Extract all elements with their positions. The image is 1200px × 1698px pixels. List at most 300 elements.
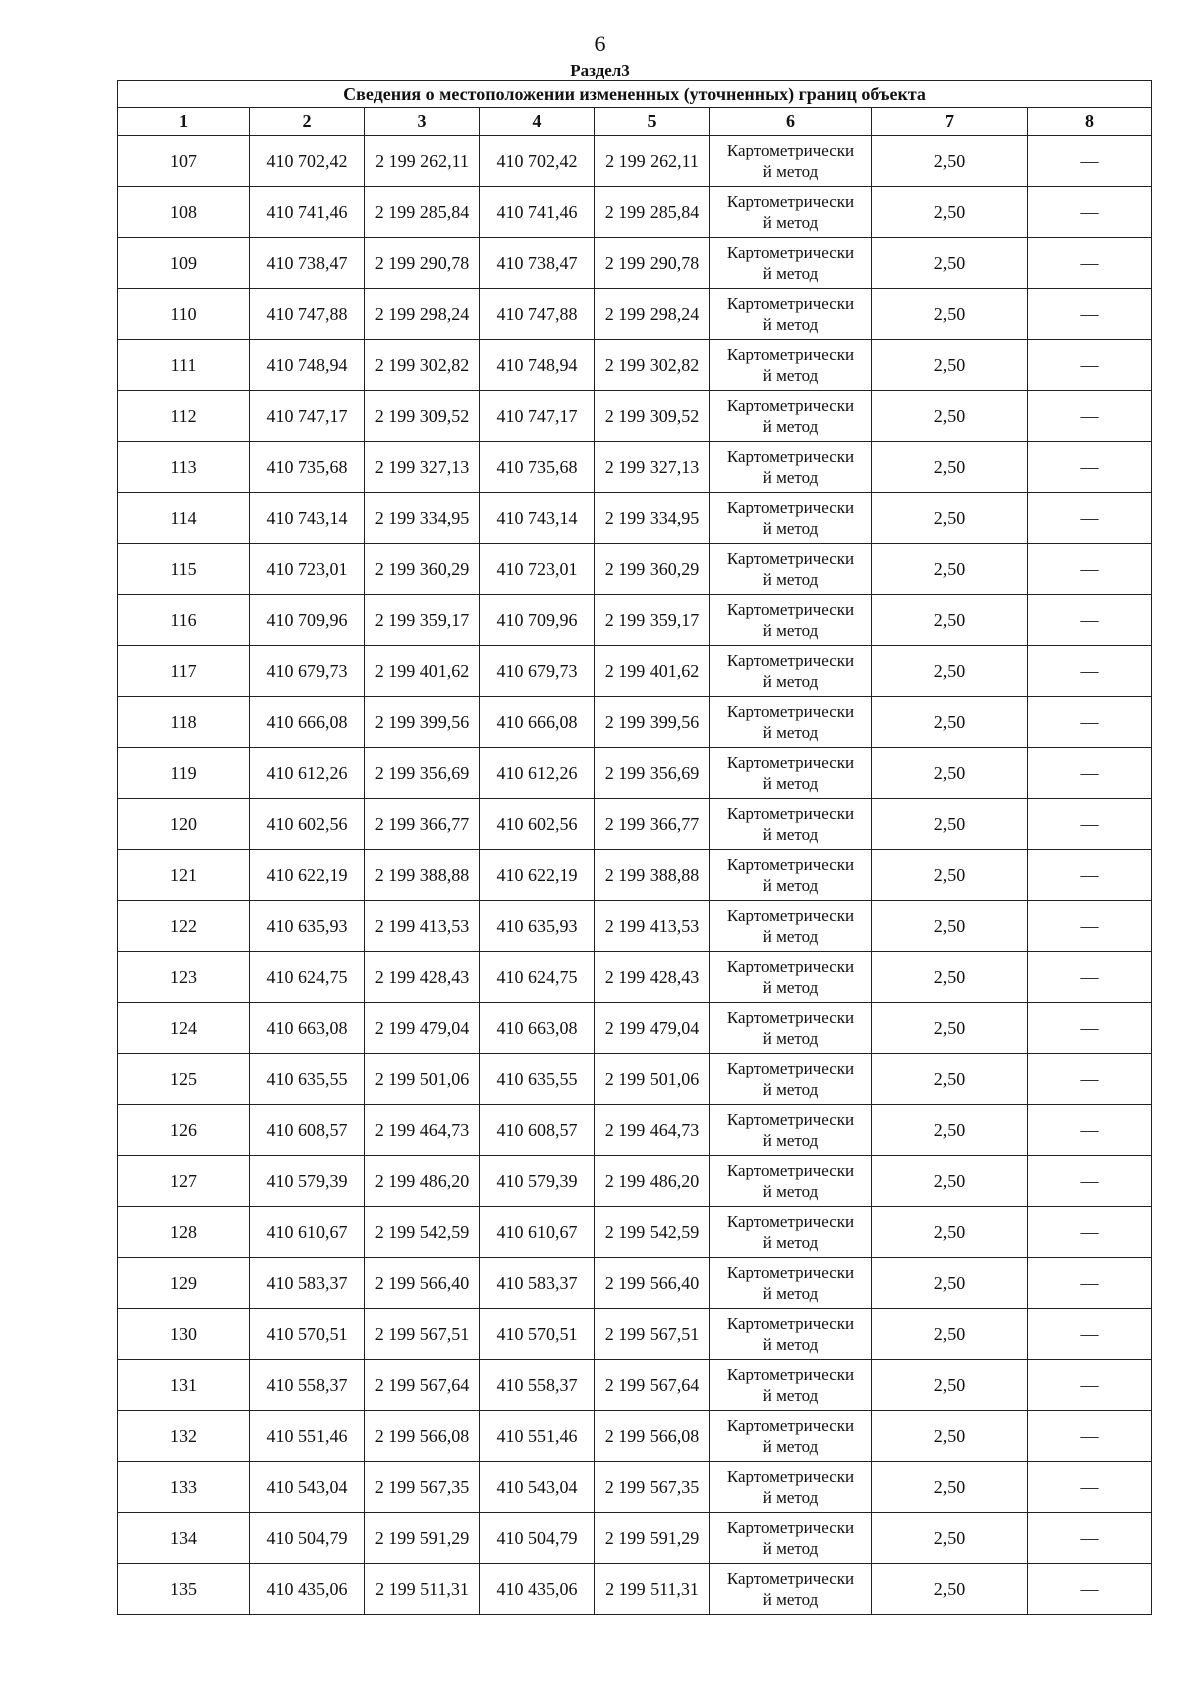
coordinate-cell: 2 199 327,13 <box>365 442 480 493</box>
method-line: Картометрически <box>726 1161 855 1180</box>
table-caption: Сведения о местоположении измененных (уточненных) границ объекта <box>118 81 1152 108</box>
precision-cell: 2,50 <box>872 136 1028 187</box>
table-row <box>118 289 1152 340</box>
table-row <box>118 1105 1152 1156</box>
method-cell <box>710 697 872 748</box>
point-number-cell: 113 <box>118 442 250 493</box>
method-line: й метод <box>762 876 819 895</box>
coordinate-cell: 2 199 388,88 <box>595 850 710 901</box>
coordinate-cell: 410 622,19 <box>250 850 365 901</box>
coordinate-cell: 410 635,55 <box>480 1054 595 1105</box>
method-line: й метод <box>762 927 819 946</box>
method-cell <box>710 850 872 901</box>
method-line: Картометрически <box>726 1008 855 1027</box>
coordinate-cell: 410 635,55 <box>250 1054 365 1105</box>
coordinate-cell: 410 583,37 <box>250 1258 365 1309</box>
precision-cell: 2,50 <box>872 187 1028 238</box>
table-row <box>118 1258 1152 1309</box>
point-number-cell: 108 <box>118 187 250 238</box>
precision-cell: 2,50 <box>872 646 1028 697</box>
coordinate-cell: 410 579,39 <box>480 1156 595 1207</box>
coordinate-cell: 2 199 290,78 <box>365 238 480 289</box>
coordinate-cell: 410 723,01 <box>480 544 595 595</box>
point-number-cell: 129 <box>118 1258 250 1309</box>
coordinate-cell: 410 709,96 <box>250 595 365 646</box>
method-line: Картометрически <box>726 1212 855 1231</box>
coordinate-cell: 2 199 511,31 <box>365 1564 480 1615</box>
coordinate-cell: 410 747,88 <box>250 289 365 340</box>
method-line: Картометрически <box>726 855 855 874</box>
method-line: Картометрически <box>726 702 855 721</box>
coordinate-cell: 410 663,08 <box>250 1003 365 1054</box>
description-cell: — <box>1028 1462 1152 1513</box>
coordinate-cell: 2 199 464,73 <box>595 1105 710 1156</box>
coordinate-cell: 410 435,06 <box>250 1564 365 1615</box>
method-line: Картометрически <box>726 1059 855 1078</box>
description-cell: — <box>1028 748 1152 799</box>
coordinate-cell: 2 199 413,53 <box>365 901 480 952</box>
coordinate-cell: 2 199 479,04 <box>595 1003 710 1054</box>
method-cell <box>710 391 872 442</box>
coordinate-cell: 2 199 356,69 <box>595 748 710 799</box>
coordinate-cell: 410 558,37 <box>250 1360 365 1411</box>
coordinate-cell: 2 199 566,40 <box>365 1258 480 1309</box>
coordinate-cell: 410 748,94 <box>250 340 365 391</box>
method-line: Картометрически <box>726 957 855 976</box>
method-line: Картометрически <box>726 447 855 466</box>
method-cell <box>710 1258 872 1309</box>
coordinate-cell: 410 624,75 <box>480 952 595 1003</box>
method-line: Картометрически <box>726 498 855 517</box>
point-number-cell: 112 <box>118 391 250 442</box>
table-row <box>118 1003 1152 1054</box>
coordinate-cell: 2 199 511,31 <box>595 1564 710 1615</box>
coordinate-cell: 410 666,08 <box>250 697 365 748</box>
point-number-cell: 127 <box>118 1156 250 1207</box>
coordinate-cell: 2 199 591,29 <box>365 1513 480 1564</box>
method-line: Картометрически <box>726 1569 855 1588</box>
coordinate-cell: 410 735,68 <box>250 442 365 493</box>
precision-cell: 2,50 <box>872 391 1028 442</box>
method-line: й метод <box>762 1386 819 1405</box>
coordinate-cell: 410 435,06 <box>480 1564 595 1615</box>
method-line: Картометрически <box>726 345 855 364</box>
point-number-cell: 116 <box>118 595 250 646</box>
precision-cell: 2,50 <box>872 1207 1028 1258</box>
table-row <box>118 1462 1152 1513</box>
method-line: й метод <box>762 315 819 334</box>
point-number-cell: 115 <box>118 544 250 595</box>
coordinate-cell: 410 504,79 <box>480 1513 595 1564</box>
method-line: Картометрически <box>726 1110 855 1129</box>
column-header: 8 <box>1028 108 1152 136</box>
point-number-cell: 125 <box>118 1054 250 1105</box>
description-cell: — <box>1028 340 1152 391</box>
method-cell <box>710 1105 872 1156</box>
coordinate-cell: 2 199 542,59 <box>595 1207 710 1258</box>
coordinate-cell: 2 199 302,82 <box>365 340 480 391</box>
page-number: 6 <box>594 31 606 56</box>
method-line: й метод <box>762 213 819 232</box>
method-line: й метод <box>762 1437 819 1456</box>
table-row <box>118 1513 1152 1564</box>
method-line: й метод <box>762 519 819 538</box>
coordinate-cell: 410 666,08 <box>480 697 595 748</box>
method-cell <box>710 187 872 238</box>
coordinate-cell: 410 743,14 <box>480 493 595 544</box>
method-line: й метод <box>762 1233 819 1252</box>
coordinate-cell: 410 602,56 <box>480 799 595 850</box>
precision-cell: 2,50 <box>872 697 1028 748</box>
table-row <box>118 442 1152 493</box>
method-line: й метод <box>762 1335 819 1354</box>
method-line: й метод <box>762 672 819 691</box>
method-line: Картометрически <box>726 906 855 925</box>
method-line: Картометрически <box>726 1518 855 1537</box>
coordinate-cell: 2 199 501,06 <box>595 1054 710 1105</box>
table-row <box>118 1207 1152 1258</box>
description-cell: — <box>1028 1513 1152 1564</box>
method-line: Картометрически <box>726 804 855 823</box>
precision-cell: 2,50 <box>872 1360 1028 1411</box>
method-cell <box>710 1003 872 1054</box>
description-cell: — <box>1028 1054 1152 1105</box>
coordinate-cell: 2 199 401,62 <box>595 646 710 697</box>
point-number-cell: 128 <box>118 1207 250 1258</box>
description-cell: — <box>1028 391 1152 442</box>
coordinate-cell: 410 709,96 <box>480 595 595 646</box>
coordinate-cell: 410 612,26 <box>250 748 365 799</box>
description-cell: — <box>1028 1411 1152 1462</box>
method-cell <box>710 799 872 850</box>
point-number-cell: 118 <box>118 697 250 748</box>
description-cell: — <box>1028 1105 1152 1156</box>
coordinate-cell: 410 741,46 <box>480 187 595 238</box>
coordinate-cell: 2 199 309,52 <box>365 391 480 442</box>
method-line: й метод <box>762 978 819 997</box>
table-row <box>118 748 1152 799</box>
coordinate-cell: 410 622,19 <box>480 850 595 901</box>
coordinate-cell: 2 199 413,53 <box>595 901 710 952</box>
coordinate-cell: 2 199 542,59 <box>365 1207 480 1258</box>
coordinate-cell: 410 679,73 <box>250 646 365 697</box>
table-row <box>118 1156 1152 1207</box>
table-body <box>118 136 1152 1615</box>
coordinate-cell: 410 570,51 <box>250 1309 365 1360</box>
point-number-cell: 120 <box>118 799 250 850</box>
method-line: Картометрически <box>726 753 855 772</box>
table-row <box>118 340 1152 391</box>
coordinate-cell: 2 199 399,56 <box>365 697 480 748</box>
coordinate-cell: 410 738,47 <box>250 238 365 289</box>
coordinate-cell: 410 743,14 <box>250 493 365 544</box>
coordinate-cell: 2 199 566,40 <box>595 1258 710 1309</box>
point-number-cell: 134 <box>118 1513 250 1564</box>
table-row <box>118 697 1152 748</box>
coordinate-cell: 2 199 428,43 <box>595 952 710 1003</box>
precision-cell: 2,50 <box>872 1054 1028 1105</box>
method-line: й метод <box>762 1488 819 1507</box>
table-row <box>118 799 1152 850</box>
method-cell <box>710 1411 872 1462</box>
description-cell: — <box>1028 442 1152 493</box>
method-line: й метод <box>762 825 819 844</box>
table-row <box>118 646 1152 697</box>
table-row <box>118 136 1152 187</box>
method-cell <box>710 238 872 289</box>
coordinate-cell: 410 570,51 <box>480 1309 595 1360</box>
coordinate-cell: 2 199 290,78 <box>595 238 710 289</box>
method-cell <box>710 901 872 952</box>
coordinate-cell: 2 199 262,11 <box>595 136 710 187</box>
point-number-cell: 124 <box>118 1003 250 1054</box>
description-cell: — <box>1028 1156 1152 1207</box>
coordinate-cell: 2 199 285,84 <box>595 187 710 238</box>
point-number-cell: 132 <box>118 1411 250 1462</box>
table-caption-row <box>118 81 1152 108</box>
precision-cell: 2,50 <box>872 544 1028 595</box>
method-line: й метод <box>762 1182 819 1201</box>
coordinate-cell: 2 199 302,82 <box>595 340 710 391</box>
coordinate-cell: 410 624,75 <box>250 952 365 1003</box>
precision-cell: 2,50 <box>872 1462 1028 1513</box>
precision-cell: 2,50 <box>872 748 1028 799</box>
method-cell <box>710 748 872 799</box>
coordinate-cell: 410 663,08 <box>480 1003 595 1054</box>
method-line: й метод <box>762 468 819 487</box>
table-row <box>118 238 1152 289</box>
coordinate-cell: 2 199 327,13 <box>595 442 710 493</box>
method-line: й метод <box>762 366 819 385</box>
coordinate-cell: 410 551,46 <box>480 1411 595 1462</box>
method-line: Картометрически <box>726 243 855 262</box>
point-number-cell: 110 <box>118 289 250 340</box>
point-number-cell: 121 <box>118 850 250 901</box>
column-header: 1 <box>118 108 250 136</box>
description-cell: — <box>1028 1360 1152 1411</box>
coordinate-cell: 2 199 567,64 <box>365 1360 480 1411</box>
coordinate-cell: 410 747,88 <box>480 289 595 340</box>
coordinate-cell: 410 635,93 <box>250 901 365 952</box>
table-row <box>118 595 1152 646</box>
method-line: й метод <box>762 774 819 793</box>
method-cell <box>710 1462 872 1513</box>
coordinate-cell: 410 602,56 <box>250 799 365 850</box>
point-number-cell: 114 <box>118 493 250 544</box>
method-cell <box>710 340 872 391</box>
method-cell <box>710 1360 872 1411</box>
table-row <box>118 391 1152 442</box>
point-number-cell: 130 <box>118 1309 250 1360</box>
description-cell: — <box>1028 1564 1152 1615</box>
coordinate-cell: 2 199 567,35 <box>595 1462 710 1513</box>
point-number-cell: 117 <box>118 646 250 697</box>
method-line: Картометрически <box>726 1263 855 1282</box>
precision-cell: 2,50 <box>872 289 1028 340</box>
coordinate-cell: 2 199 359,17 <box>595 595 710 646</box>
table-row <box>118 544 1152 595</box>
method-cell <box>710 952 872 1003</box>
coordinate-cell: 410 702,42 <box>250 136 365 187</box>
point-number-cell: 109 <box>118 238 250 289</box>
table-row <box>118 1054 1152 1105</box>
description-cell: — <box>1028 799 1152 850</box>
description-cell: — <box>1028 1309 1152 1360</box>
coordinate-cell: 410 558,37 <box>480 1360 595 1411</box>
coordinate-cell: 2 199 298,24 <box>595 289 710 340</box>
section-title: Раздел3 <box>570 61 630 80</box>
coordinate-cell: 2 199 479,04 <box>365 1003 480 1054</box>
table-row <box>118 1411 1152 1462</box>
coordinate-cell: 2 199 359,17 <box>365 595 480 646</box>
coordinate-cell: 2 199 428,43 <box>365 952 480 1003</box>
description-cell: — <box>1028 544 1152 595</box>
precision-cell: 2,50 <box>872 1309 1028 1360</box>
coordinate-cell: 2 199 567,64 <box>595 1360 710 1411</box>
method-line: й метод <box>762 570 819 589</box>
coordinate-cell: 410 747,17 <box>480 391 595 442</box>
method-line: Картометрически <box>726 294 855 313</box>
coordinate-cell: 2 199 567,51 <box>365 1309 480 1360</box>
point-number-cell: 131 <box>118 1360 250 1411</box>
coordinate-cell: 410 583,37 <box>480 1258 595 1309</box>
method-cell <box>710 1054 872 1105</box>
method-line: Картометрически <box>726 1467 855 1486</box>
table-row <box>118 901 1152 952</box>
coordinate-cell: 410 551,46 <box>250 1411 365 1462</box>
table-row <box>118 1360 1152 1411</box>
precision-cell: 2,50 <box>872 799 1028 850</box>
coordinate-cell: 410 543,04 <box>250 1462 365 1513</box>
precision-cell: 2,50 <box>872 1411 1028 1462</box>
description-cell: — <box>1028 646 1152 697</box>
precision-cell: 2,50 <box>872 1564 1028 1615</box>
coordinate-cell: 410 748,94 <box>480 340 595 391</box>
description-cell: — <box>1028 238 1152 289</box>
coordinate-cell: 2 199 464,73 <box>365 1105 480 1156</box>
method-line: Картометрически <box>726 1314 855 1333</box>
method-line: й метод <box>762 162 819 181</box>
method-cell <box>710 442 872 493</box>
point-number-cell: 133 <box>118 1462 250 1513</box>
precision-cell: 2,50 <box>872 1003 1028 1054</box>
coordinate-cell: 410 504,79 <box>250 1513 365 1564</box>
table-row <box>118 493 1152 544</box>
point-number-cell: 123 <box>118 952 250 1003</box>
column-header: 4 <box>480 108 595 136</box>
point-number-cell: 122 <box>118 901 250 952</box>
point-number-cell: 107 <box>118 136 250 187</box>
precision-cell: 2,50 <box>872 1105 1028 1156</box>
method-cell <box>710 595 872 646</box>
coordinate-cell: 2 199 309,52 <box>595 391 710 442</box>
coordinate-cell: 410 608,57 <box>250 1105 365 1156</box>
coordinate-cell: 2 199 486,20 <box>365 1156 480 1207</box>
coordinate-cell: 2 199 567,51 <box>595 1309 710 1360</box>
precision-cell: 2,50 <box>872 340 1028 391</box>
coordinate-cell: 410 610,67 <box>250 1207 365 1258</box>
coordinate-cell: 410 635,93 <box>480 901 595 952</box>
description-cell: — <box>1028 1207 1152 1258</box>
coordinate-cell: 2 199 334,95 <box>595 493 710 544</box>
coordinate-cell: 2 199 356,69 <box>365 748 480 799</box>
coordinate-cell: 410 723,01 <box>250 544 365 595</box>
column-header: 7 <box>872 108 1028 136</box>
column-header: 5 <box>595 108 710 136</box>
method-line: й метод <box>762 1590 819 1609</box>
precision-cell: 2,50 <box>872 952 1028 1003</box>
coordinate-cell: 2 199 298,24 <box>365 289 480 340</box>
method-line: й метод <box>762 621 819 640</box>
coordinate-cell: 2 199 591,29 <box>595 1513 710 1564</box>
method-line: й метод <box>762 1539 819 1558</box>
method-line: Картометрически <box>726 600 855 619</box>
table-row <box>118 1309 1152 1360</box>
method-cell <box>710 136 872 187</box>
column-header-row <box>118 108 1152 136</box>
method-line: Картометрически <box>726 192 855 211</box>
method-cell <box>710 1309 872 1360</box>
coordinate-cell: 2 199 360,29 <box>365 544 480 595</box>
method-cell <box>710 646 872 697</box>
method-line: Картометрически <box>726 1365 855 1384</box>
table-row <box>118 1564 1152 1615</box>
precision-cell: 2,50 <box>872 850 1028 901</box>
description-cell: — <box>1028 493 1152 544</box>
coordinate-cell: 410 735,68 <box>480 442 595 493</box>
description-cell: — <box>1028 1258 1152 1309</box>
coordinate-cell: 410 608,57 <box>480 1105 595 1156</box>
method-line: й метод <box>762 1284 819 1303</box>
coordinate-cell: 2 199 566,08 <box>365 1411 480 1462</box>
coordinate-cell: 2 199 334,95 <box>365 493 480 544</box>
method-line: Картометрически <box>726 1416 855 1435</box>
boundary-coordinates-table <box>117 80 1152 1615</box>
method-cell <box>710 493 872 544</box>
method-line: й метод <box>762 723 819 742</box>
coordinate-cell: 2 199 360,29 <box>595 544 710 595</box>
precision-cell: 2,50 <box>872 1513 1028 1564</box>
coordinate-cell: 410 610,67 <box>480 1207 595 1258</box>
method-line: й метод <box>762 1080 819 1099</box>
coordinate-cell: 2 199 262,11 <box>365 136 480 187</box>
coordinate-cell: 410 579,39 <box>250 1156 365 1207</box>
method-cell <box>710 1513 872 1564</box>
precision-cell: 2,50 <box>872 595 1028 646</box>
point-number-cell: 126 <box>118 1105 250 1156</box>
method-cell <box>710 1207 872 1258</box>
precision-cell: 2,50 <box>872 493 1028 544</box>
point-number-cell: 135 <box>118 1564 250 1615</box>
precision-cell: 2,50 <box>872 238 1028 289</box>
description-cell: — <box>1028 136 1152 187</box>
precision-cell: 2,50 <box>872 1156 1028 1207</box>
coordinate-cell: 2 199 399,56 <box>595 697 710 748</box>
coordinate-cell: 410 702,42 <box>480 136 595 187</box>
precision-cell: 2,50 <box>872 1258 1028 1309</box>
coordinate-cell: 2 199 486,20 <box>595 1156 710 1207</box>
method-cell <box>710 1156 872 1207</box>
method-line: й метод <box>762 1029 819 1048</box>
coordinate-cell: 2 199 566,08 <box>595 1411 710 1462</box>
description-cell: — <box>1028 901 1152 952</box>
precision-cell: 2,50 <box>872 442 1028 493</box>
coordinate-cell: 2 199 501,06 <box>365 1054 480 1105</box>
point-number-cell: 111 <box>118 340 250 391</box>
coordinate-cell: 410 679,73 <box>480 646 595 697</box>
coordinate-cell: 2 199 401,62 <box>365 646 480 697</box>
column-header: 2 <box>250 108 365 136</box>
